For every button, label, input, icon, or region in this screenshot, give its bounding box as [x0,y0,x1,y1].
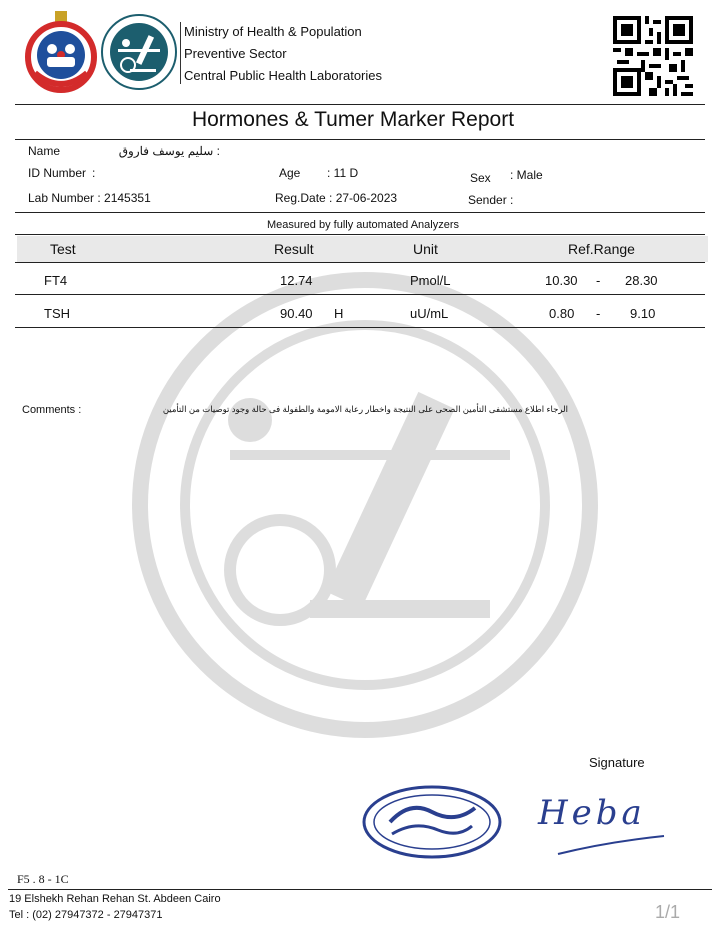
id-number-value: : [92,166,96,180]
sex-label: Sex [470,171,491,185]
watermark-seal-icon [130,270,600,740]
table-bottom-rule [15,327,705,328]
title-top-rule [15,104,705,105]
age-label: Age [279,166,301,180]
footer-tel: Tel : (02) 27947372 - 27947371 [9,909,163,921]
row-divider [15,294,705,295]
name-value: : سليم يوسف فاروق [118,144,220,158]
sector-name: Preventive Sector [184,46,287,61]
row-range-sep: - [596,273,601,288]
table-header-rule [15,262,705,263]
row-range-high: 28.30 [625,273,658,288]
sex-value: : Male [510,168,543,182]
row-unit: Pmol/L [410,273,451,288]
signature-name: Heba [538,793,646,833]
signature-stroke-icon [556,832,668,860]
col-result-header: Result [274,241,314,257]
row-result: 90.40 [280,306,313,321]
col-range-header: Ref.Range [568,241,635,257]
cphl-logo-icon [100,13,178,91]
row-range-sep: - [596,306,601,321]
comments-label: Comments : [22,404,82,416]
page-number: 1/1 [655,902,681,922]
row-range-low: 0.80 [549,306,575,321]
form-code: F5 . 8 - 1C [17,872,69,886]
measured-note: Measured by fully automated Analyzers [267,219,459,231]
row-test: FT4 [44,273,68,288]
ministry-logo-icon [25,11,97,93]
header-divider [180,22,181,84]
table-top-rule [15,234,705,235]
qr-code-icon[interactable] [613,16,693,96]
comments-text: الرجاء اطلاع مستشفى التأمين الصحى على النتيجة واخطار رعاية الامومة والطفولة فى حالة وجود توصيات من التأمين [162,404,568,414]
row-result: 12.74 [280,273,313,288]
col-test-header: Test [50,241,76,257]
footer-address: 19 Elshekh Rehan Rehan St. Abdeen Cairo [9,893,221,905]
id-number-label: ID Number [28,166,87,180]
lab-number: Lab Number : 2145351 [28,191,151,205]
reg-date: Reg.Date : 27-06-2023 [275,191,398,205]
official-stamp-icon [360,780,505,865]
row-range-high: 9.10 [630,306,656,321]
row-range-low: 10.30 [545,273,578,288]
row-flag: H [334,306,344,321]
age-value: : 11 D [327,166,359,180]
row-test: TSH [44,306,70,321]
name-label: Name [28,144,61,158]
title-bottom-rule [15,139,705,140]
col-unit-header: Unit [413,241,438,257]
lab-name: Central Public Health Laboratories [184,68,382,83]
report-title: Hormones & Tumer Marker Report [191,108,515,131]
row-unit: uU/mL [410,306,449,321]
ministry-name: Ministry of Health & Population [184,24,362,39]
sender: Sender : [468,193,514,207]
info-bottom-rule [15,212,705,213]
footer-rule [8,889,712,890]
signature-label: Signature [589,755,645,770]
